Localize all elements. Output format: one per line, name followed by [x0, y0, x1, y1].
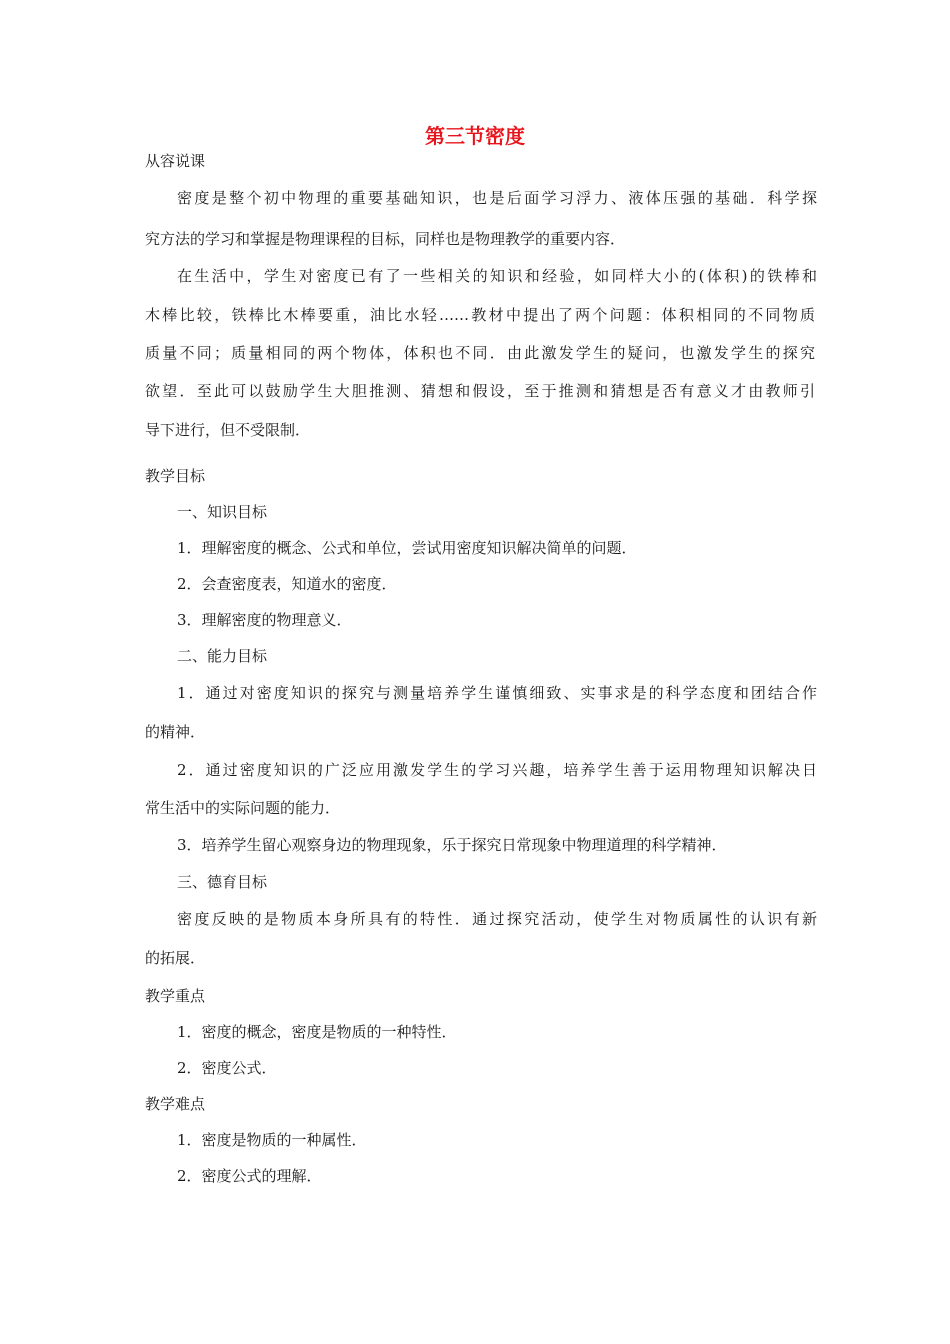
- paragraph-line: 在生活中，学生对密度已有了一些相关的知识和经验，如同样大小的(体积)的铁棒和: [177, 267, 817, 285]
- section-heading-key-points: 教学重点: [145, 987, 206, 1005]
- paragraph-line: 密度是整个初中物理的重要基础知识，也是后面学习浮力、液体压强的基础．科学探: [177, 189, 817, 207]
- section-heading-difficulties: 教学难点: [145, 1095, 206, 1113]
- list-item: 1．通过对密度知识的探究与测量培养学生谨慎细致、实事求是的科学态度和团结合作: [177, 684, 817, 702]
- list-item: 3．理解密度的物理意义．: [177, 611, 352, 629]
- paragraph-line: 木棒比较，铁棒比木棒要重，油比水轻……教材中提出了两个问题：体积相同的不同物质: [145, 306, 815, 324]
- section-heading-intro: 从容说课: [145, 152, 206, 170]
- subsection-heading: 三、德育目标: [177, 873, 268, 891]
- section-heading-objectives: 教学目标: [145, 467, 206, 485]
- list-item: 2．密度公式．: [177, 1059, 277, 1077]
- paragraph-line: 质量不同；质量相同的两个物体，体积也不同．由此激发学生的疑问，也激发学生的探究: [145, 344, 815, 362]
- list-item: 2．会查密度表，知道水的密度．: [177, 575, 397, 593]
- subsection-heading: 二、能力目标: [177, 647, 268, 665]
- list-item-continuation: 的精神．: [145, 723, 206, 741]
- paragraph-line: 欲望．至此可以鼓励学生大胆推测、猜想和假设，至于推测和猜想是否有意义才由教师引: [145, 382, 815, 400]
- paragraph-line: 的拓展．: [145, 949, 206, 967]
- subsection-heading: 一、知识目标: [177, 503, 268, 521]
- paragraph-line: 究方法的学习和掌握是物理课程的目标，同样也是物理教学的重要内容．: [145, 230, 626, 248]
- list-item: 2．通过密度知识的广泛应用激发学生的学习兴趣，培养学生善于运用物理知识解决日: [177, 761, 817, 779]
- paragraph-line: 密度反映的是物质本身所具有的特性．通过探究活动，使学生对物质属性的认识有新: [177, 910, 817, 928]
- list-item: 1．密度是物质的一种属性．: [177, 1131, 367, 1149]
- list-item: 1．理解密度的概念、公式和单位，尝试用密度知识解决简单的问题．: [177, 539, 637, 557]
- list-item: 2．密度公式的理解．: [177, 1167, 322, 1185]
- list-item: 3．培养学生留心观察身边的物理现象，乐于探究日常现象中物理道理的科学精神．: [177, 836, 727, 854]
- list-item: 1．密度的概念，密度是物质的一种特性．: [177, 1023, 457, 1041]
- document-title: 第三节密度: [425, 124, 525, 148]
- list-item-continuation: 常生活中的实际问题的能力．: [145, 799, 341, 817]
- paragraph-line: 导下进行，但不受限制．: [145, 421, 311, 439]
